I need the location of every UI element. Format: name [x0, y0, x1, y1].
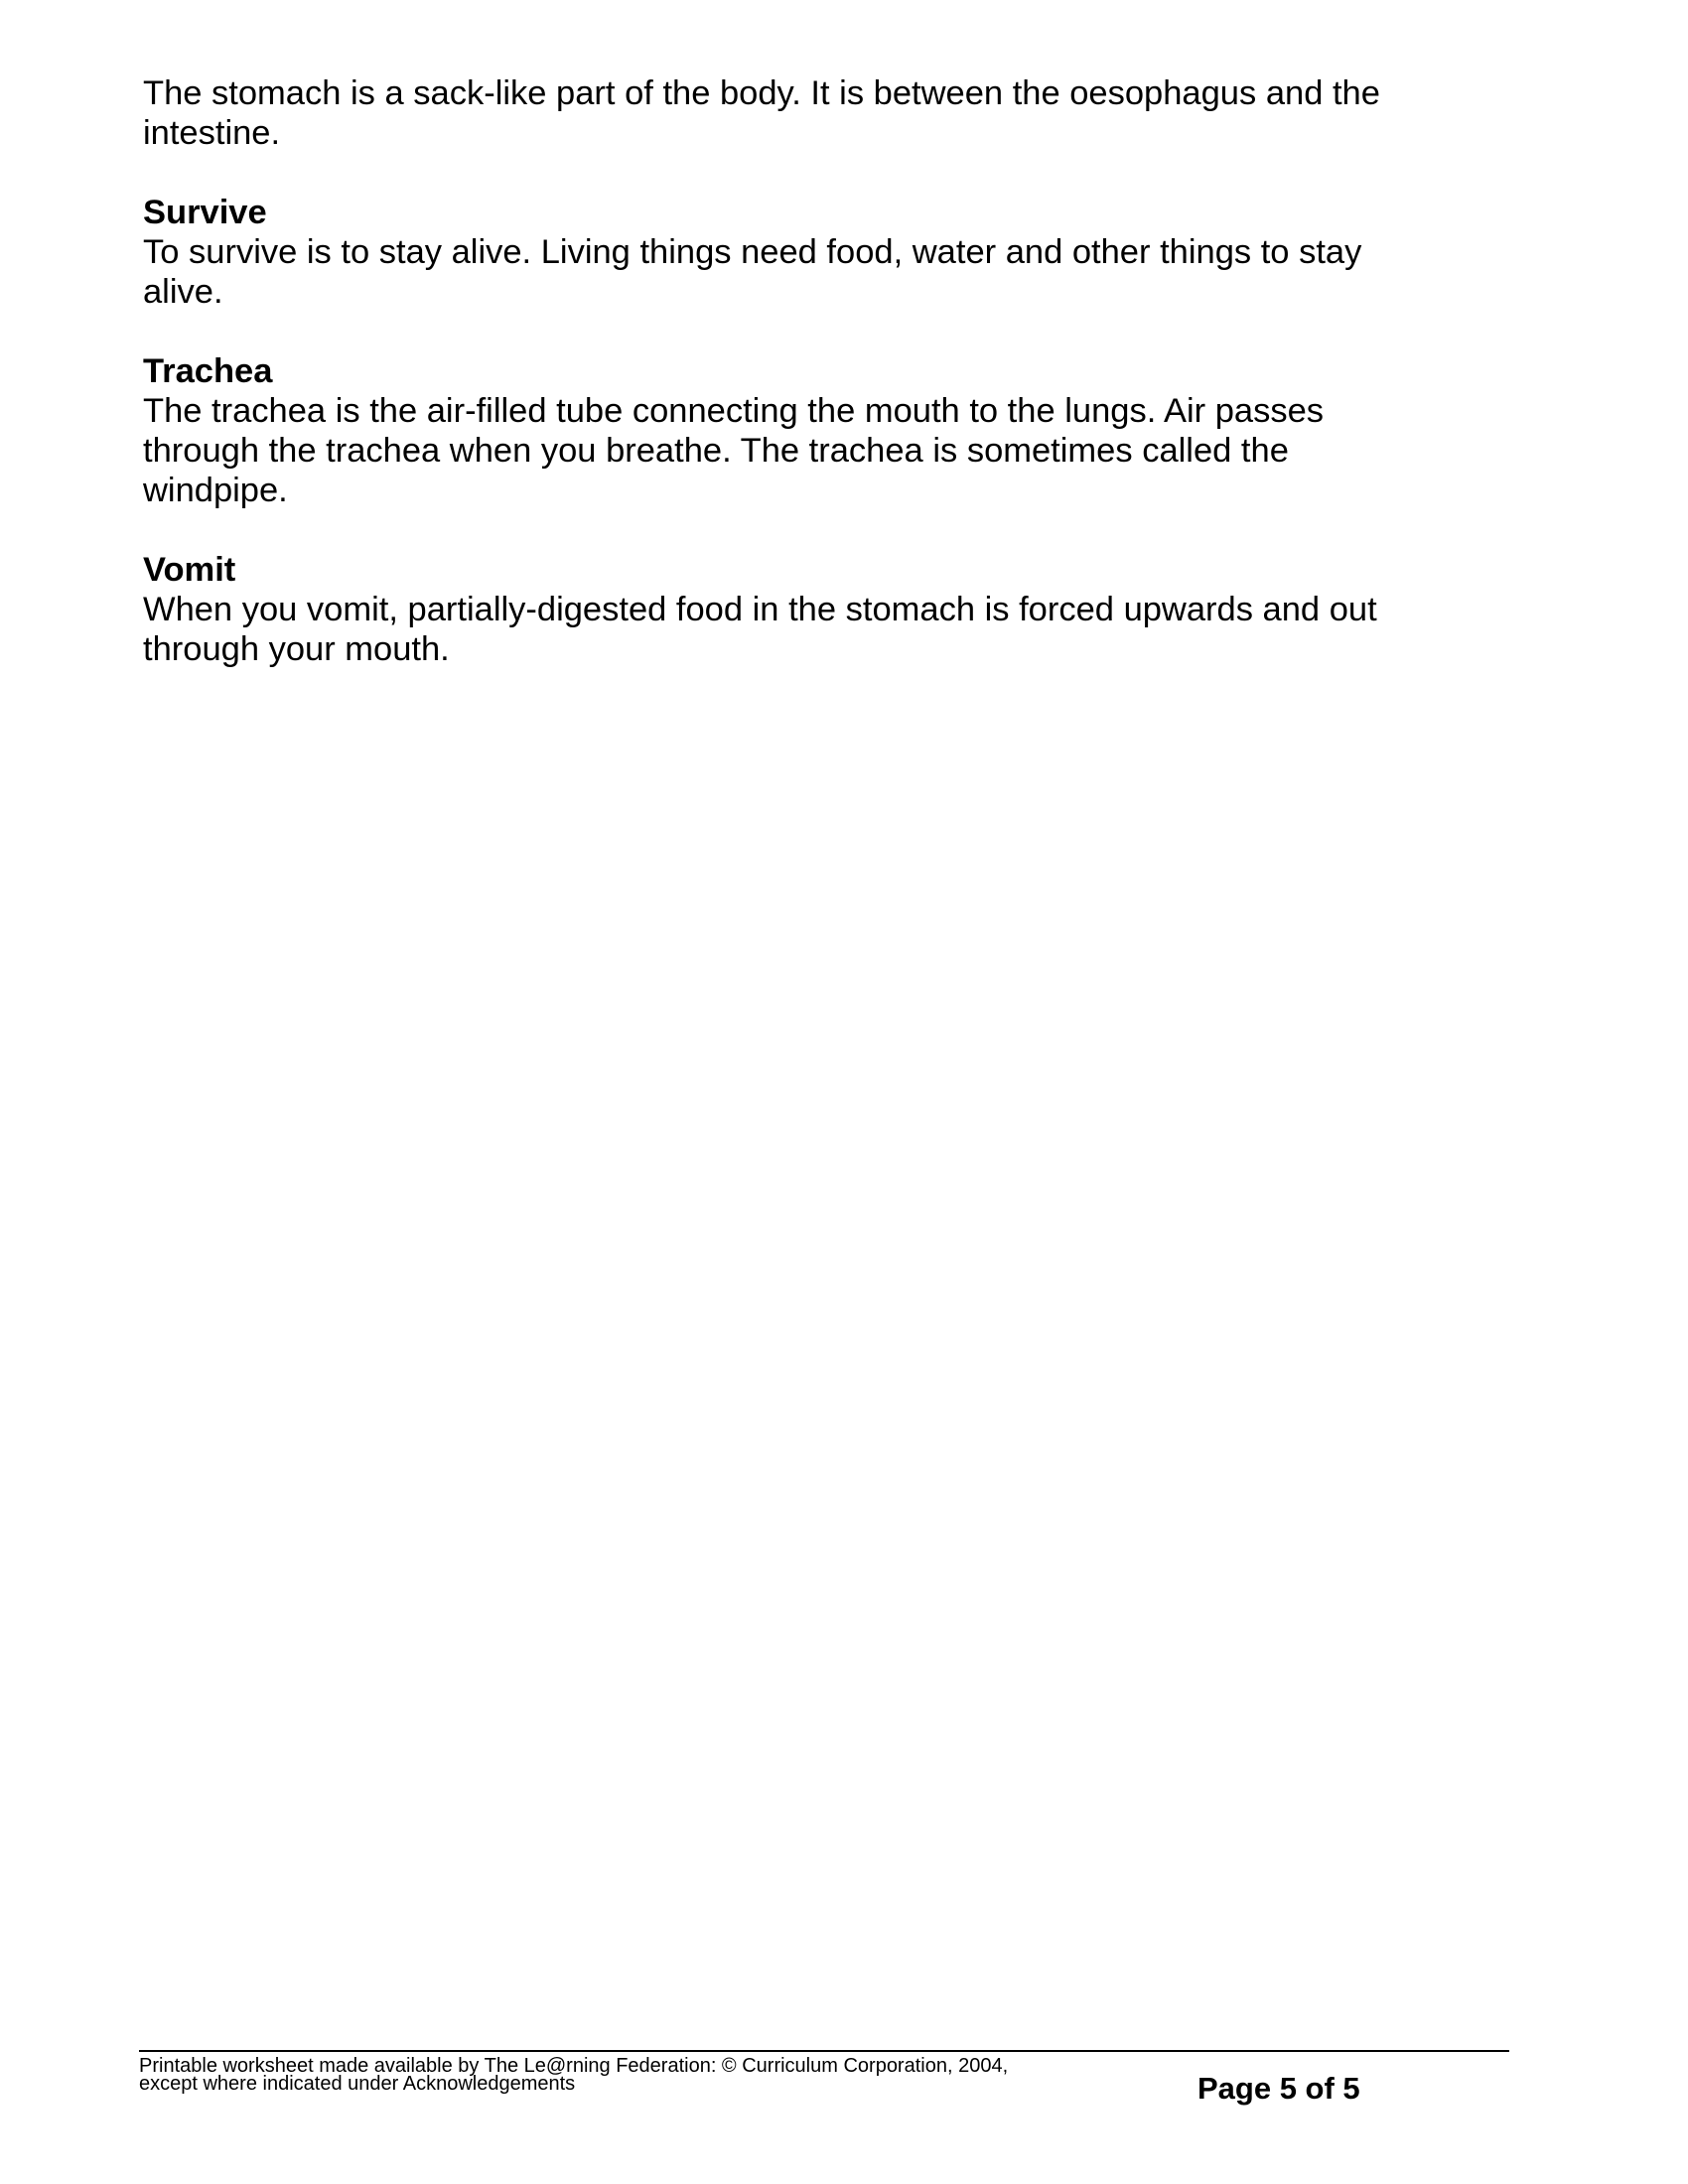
footer-credit-line: Printable worksheet made available by The Le@rning Federation: © Curriculum Corporation, 2004, — [139, 2055, 1009, 2077]
glossary-entry-trachea — [143, 351, 1474, 510]
intro-paragraph — [143, 73, 1474, 153]
definition-line: To survive is to stay alive. Living things need food, water and other things to stay — [143, 233, 1362, 271]
document-body — [143, 73, 1474, 669]
glossary-definition — [143, 590, 1474, 669]
glossary-entry-survive — [143, 193, 1474, 312]
definition-line: When you vomit, partially-digested food in the stomach is forced upwards and out — [143, 591, 1377, 628]
glossary-definition — [143, 391, 1474, 510]
definition-line: through your mouth. — [143, 630, 450, 668]
intro-line: intestine. — [143, 114, 281, 152]
definition-line: The trachea is the air-filled tube connecting the mouth to the lungs. Air passes — [143, 392, 1325, 430]
footer-credit — [139, 2057, 1008, 2093]
definition-line: alive. — [143, 273, 223, 311]
footer-divider — [139, 2050, 1509, 2052]
footer-credit-line: except where indicated under Acknowledgements — [139, 2073, 576, 2095]
glossary-term: Vomit — [143, 551, 236, 589]
intro-line: The stomach is a sack-like part of the body. It is between the oesophagus and the — [143, 74, 1380, 112]
definition-line: through the trachea when you breathe. The trachea is sometimes called the — [143, 432, 1289, 470]
glossary-term: Trachea — [143, 352, 273, 390]
glossary-entry-vomit — [143, 550, 1474, 669]
glossary-definition — [143, 232, 1474, 312]
glossary-term: Survive — [143, 194, 267, 231]
page-number: Page 5 of 5 — [1197, 2071, 1360, 2106]
definition-line: windpipe. — [143, 472, 288, 509]
